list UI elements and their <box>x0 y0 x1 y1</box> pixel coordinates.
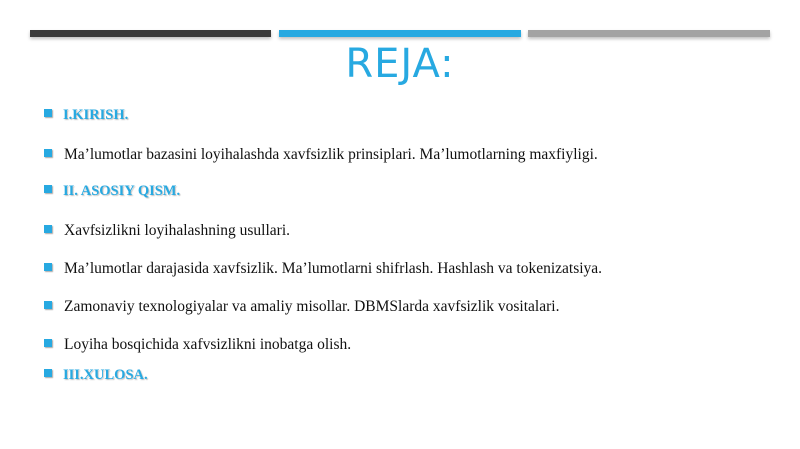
square-bullet-icon <box>44 369 52 377</box>
square-bullet-icon <box>44 185 52 193</box>
outline-point-text: Ma’lumotlar darajasida xavfsizlik. Ma’lumotlarni shifrlash. Hashlash va tokenizatsiya. <box>64 260 603 277</box>
outline-point <box>44 258 602 280</box>
square-bullet-icon <box>44 225 52 233</box>
outline-point <box>44 220 290 242</box>
top-bar-blue <box>279 30 521 37</box>
square-bullet-icon <box>44 263 52 271</box>
outline-point-text: Xavfsizlikni loyihalashning usullari. <box>64 222 291 239</box>
outline-point <box>44 296 559 318</box>
square-bullet-icon <box>44 149 52 157</box>
top-bar-dark <box>30 30 271 37</box>
outline-heading-intro <box>44 104 128 126</box>
square-bullet-icon <box>44 109 52 117</box>
outline-point-text: Zamonaviy texnologiyalar va amaliy misollar. DBMSlarda xavfsizlik vositalari. <box>64 298 560 315</box>
outline-heading-conclusion <box>44 364 148 386</box>
square-bullet-icon <box>44 339 52 347</box>
outline-point-text: Ma’lumotlar bazasini loyihalashda xavfsizlik prinsiplari. Ma’lumotlarning maxfiyligi. <box>64 146 598 163</box>
slide-title: REJA: <box>345 41 455 87</box>
outline-point <box>44 334 351 356</box>
outline-point-text: Loyiha bosqichida xafvsizlikni inobatga olish. <box>64 336 352 353</box>
outline-point <box>44 144 598 166</box>
outline-heading-main <box>44 180 180 202</box>
outline-heading-text: III.XULOSA. <box>63 366 148 383</box>
outline-heading-text: I.KIRISH. <box>63 106 129 123</box>
top-bar-gray <box>528 30 770 37</box>
square-bullet-icon <box>44 301 52 309</box>
outline-heading-text: II. ASOSIY QISM. <box>63 182 181 199</box>
